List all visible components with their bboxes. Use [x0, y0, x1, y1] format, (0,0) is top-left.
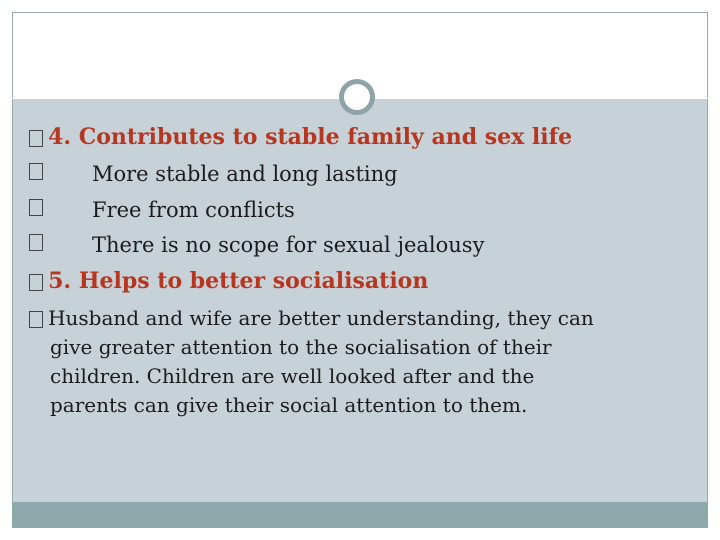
sub-item-3-text: There is no scope for sexual jealousy: [92, 233, 485, 257]
paragraph-line-4: parents can give their social attention to them.: [50, 393, 528, 417]
sub-item-1: [29, 162, 398, 186]
bullet-icon: [29, 130, 43, 147]
bullet-icon: [29, 274, 43, 291]
bullet-icon: [29, 163, 43, 180]
sub-item-1-text: More stable and long lasting: [92, 162, 398, 186]
heading-4-text: 4. Contributes to stable family and sex life: [48, 124, 573, 150]
paragraph-first-line: [29, 306, 594, 330]
sub-item-3: [29, 233, 485, 257]
heading-item-5: [29, 268, 428, 294]
paragraph-line-3: children. Children are well looked after and the: [50, 364, 535, 388]
heading-item-4: [29, 124, 572, 150]
bullet-icon: [29, 199, 43, 216]
paragraph-line-2: give greater attention to the socialisation of their: [50, 335, 552, 359]
sub-item-2-text: Free from conflicts: [92, 198, 295, 222]
bullet-icon: [29, 234, 43, 251]
paragraph-line-1: Husband and wife are better understanding, they can: [48, 306, 594, 330]
heading-5-text: 5. Helps to better socialisation: [48, 268, 429, 294]
sub-item-2: [29, 198, 295, 222]
bullet-icon: [29, 311, 43, 328]
